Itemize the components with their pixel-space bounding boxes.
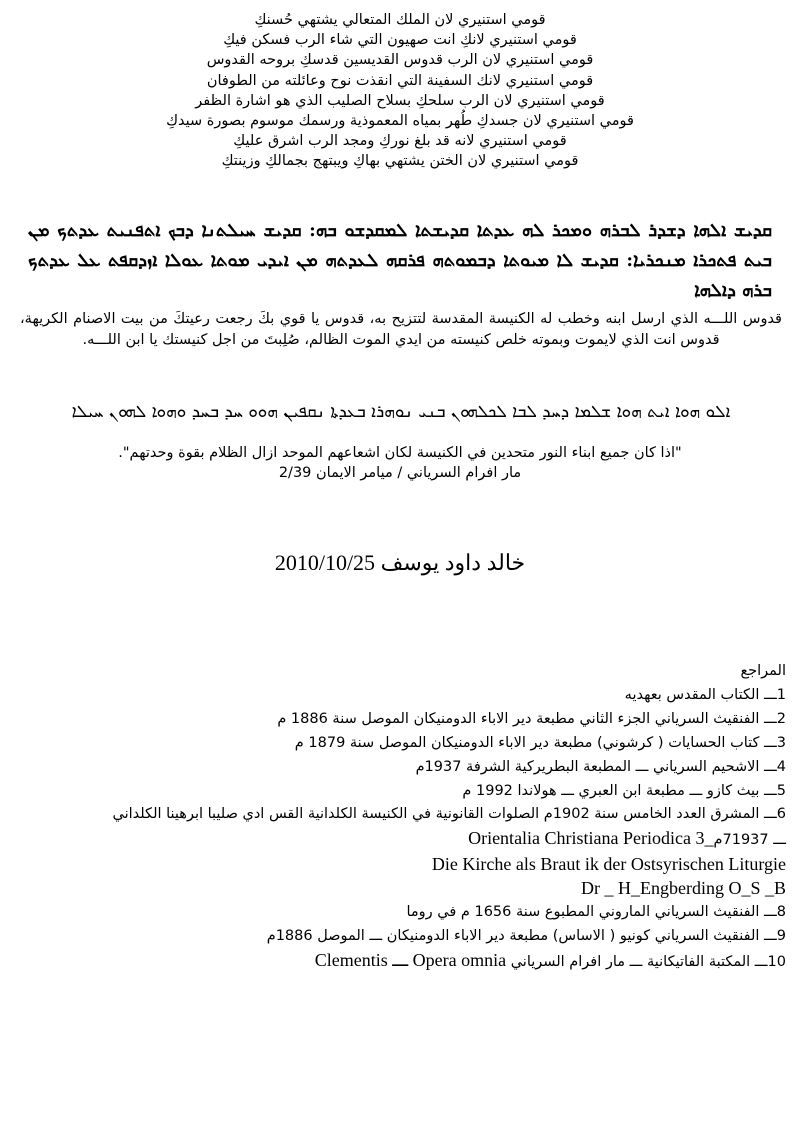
reference-item: 9ـــ الفنقيث السرياني كونيو ( الاساس) مطبعة دير الاباء الدومنيكان ـــ الموصل 1886م	[266, 927, 786, 944]
poem-line: قومي استنيري لان الختن يشتهي بهاكِ ويبتهج بجمالكِ وزينتكِ	[221, 153, 579, 170]
poem-line: قومي استنيري لانه قد بلغ نوركِ ومجد الرب اشرق عليكِ	[233, 133, 567, 150]
reference-item: 8ـــ الفنقيث السرياني الماروني المطبوع سنة 1656 م في روما	[406, 904, 786, 921]
reference-item-continued: Die Kirche als Braut ik der Ostsyrischen Liturgie	[431, 854, 786, 875]
reference-item: 6ـــ المشرق العدد الخامس سنة 1902م الصلوات القانونية في الكنيسة الكلدانية القس ادي صليبا ابرهينا الكلداني	[112, 806, 786, 823]
reference-year: ـــ 71937م	[713, 832, 786, 849]
quote-block	[0, 443, 800, 483]
reference-item	[0, 827, 786, 853]
arabic-paragraph: قدوس اللـــه الذي ارسل ابنه وخطب له الكنيسة المقدسة لتتزيح به، قدوس يا قوي بكَ رجعت رعيتكَ من بيت الاصنام الكريهة، قدوس انت الذي لايموت وبموته خلص كنيسته من ايدي الموت الظالم، صُلِبتَ من اجل كنيستك يا ابن اللـــه.	[20, 311, 782, 348]
reference-item: 1ـــ الكتاب المقدس بعهديه	[624, 686, 786, 703]
syriac-quote: ܐܠܘ ܗܘܐ ܐܝܬ ܗܘܐ ܫܠܡܐ ܕܚܕ ܠܒܐ ܠܟܠܗܘܢ ܒܢܝ ܢܘܗܪܐ ܒܥܕܬܐ ܢܩܦܝܢ ܗܘܘ ܚܕ ܒܚܕ ܘܗܘܐ ܠܗܘܢ ܚܝܠܐ	[71, 402, 731, 422]
quote-source: مار افرام السرياني / ميامر الايمان 2/39	[278, 465, 522, 481]
reference-item: 5ـــ بيث كازو ـــ مطبعة ابن العبري ـــ هولاندا 1992 م	[462, 782, 786, 799]
references-list	[0, 660, 786, 975]
reference-item: 3ـــ كتاب الحسايات ( كرشوني) مطبعة دير الاباء الدومنيكان الموصل سنة 1879 م	[294, 734, 786, 751]
reference-text: 10ـــ المكتبة الفاتيكانية ـــ مار افرام السرياني	[510, 953, 786, 970]
reference-item: 2ـــ الفنقيث السرياني الجزء الثاني مطبعة دير الاباء الدومنيكان الموصل سنة 1886 م	[277, 710, 786, 727]
reference-latin-title: Clementis ـــ Opera omnia	[314, 949, 507, 970]
poem-block	[0, 10, 800, 172]
reference-item: 4ـــ الاشحيم السرياني ـــ المطبعة البطريركية الشرفة 1937م	[415, 758, 786, 775]
quote-text: "اذا كان جميع ابناء النور متحدين في الكنيسة لكان اشعاعهم الموحد ازال الظلام بقوة وحدتهم".	[118, 445, 682, 461]
poem-line: قومي استنيري لانكِ انت صهيون التي شاء الرب فسكن فيكِ	[223, 32, 577, 49]
references-title: المراجع	[740, 663, 786, 679]
reference-item	[0, 949, 786, 975]
poem-line: قومي استنيري لانك السفينة التي انقذت نوح وعائلته من الطوفان	[206, 72, 594, 89]
syriac-paragraph: ܩܕܝܫ ܐܠܗܐ ܕܫܕܪ ܠܒܪܗ ܘܡܟܪ ܠܗ ܥܕܬܐ ܩܕܝܫܬܐ ܠܡܩܕܫܘ ܒܗ: ܩܕܝܫ ܚܝܠܬܢܐ ܕܒܟ ܐܬܦܢܝܬ ܥܕܬܟ ܡܢ ܒܝܬ ܦܬܟܪܐ ܡܢܟܪܝܐ: ܩܕܝܫ ܠܐ ܡܝܘܬܐ ܕܒܡܘܬܗ ܦܪܩܗ ܠܥܕܬܗ ܡܢ ܐܝܕܝ ܡܘܬܐ ܥܘܠܐ ܐܙܕܩܦܬ ܥܠ ܥܕܬܟ ܒܪܗ ܕܐܠܗܐ	[28, 220, 772, 301]
poem-line: قومي استنيري لان جسدكِ طُهر بمياه المعموذية ورسمك موسوم بصورة سيدكِ	[166, 113, 634, 130]
reference-latin-title: Orientalia Christiana Periodica 3_	[468, 828, 714, 849]
poem-line: قومي استنيري لان الرب قدوس القديسين قدسكِ بروحه القدوس	[206, 52, 594, 69]
poem-line: قومي استنيري لان الرب سلحكِ بسلاح الصليب الذي هو اشارة الظفر	[195, 92, 605, 109]
poem-line: قومي استنيري لان الملك المتعالي يشتهي حُسنكِ	[254, 12, 546, 28]
author-date: خالد داود يوسف 2010/10/25	[274, 550, 526, 575]
reference-item-author: Dr _ H_Engberding O_S _B	[581, 878, 786, 899]
